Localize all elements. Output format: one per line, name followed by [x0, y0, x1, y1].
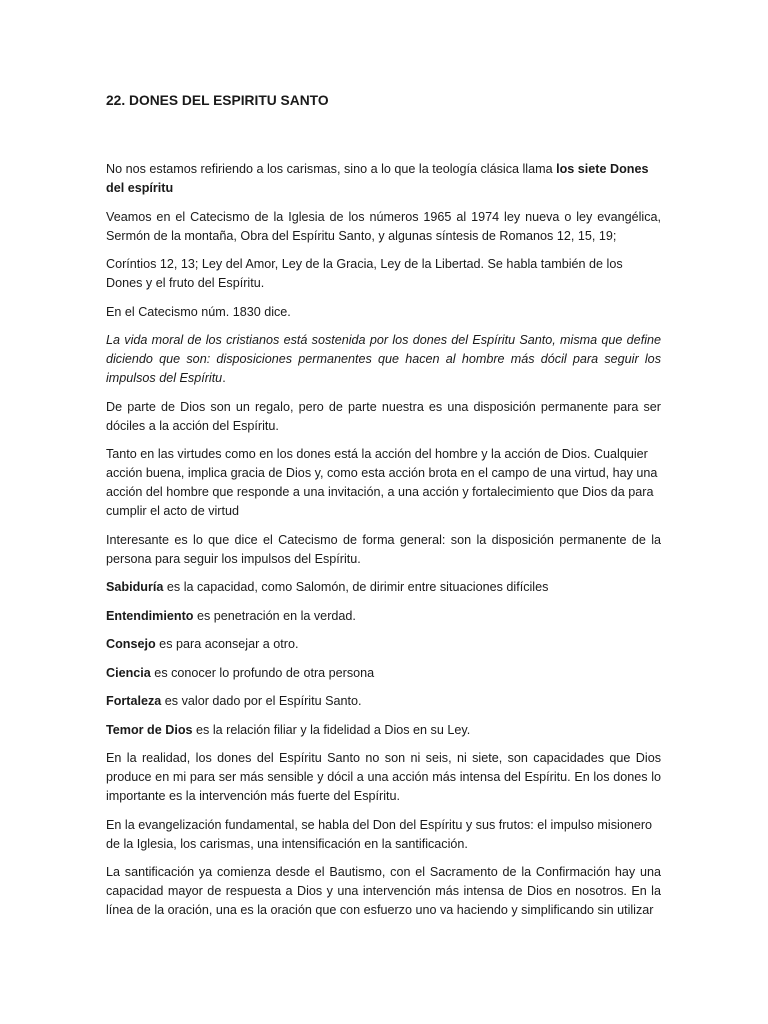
- paragraph-quote: [106, 331, 661, 388]
- document-page: [106, 92, 661, 930]
- paragraph-catecismo-numeros: Veamos en el Catecismo de la Iglesia de los números 1965 al 1974 ley nueva o ley evangélica, Sermón de la montaña, Obra del Espíritu Santo, y algunas síntesis de Romanos 12, 15, 19;: [106, 209, 661, 243]
- document-title: 22. DONES DEL ESPIRITU SANTO: [106, 93, 329, 108]
- gift-description: es la capacidad, como Salomón, de dirimir entre situaciones difíciles: [163, 580, 549, 594]
- gift-description: es para aconsejar a otro.: [155, 637, 299, 651]
- gift-description: es la relación filiar y la fidelidad a Dios en su Ley.: [192, 722, 471, 737]
- paragraph-virtudes: Tanto en las virtudes como en los dones está la acción del hombre y la acción de Dios. Cualquier acción buena, implica gracia de Dios y, como esta acción brota en el campo de una virtud, hay una acción del hombre que responde a una invitación, a una acción y fortalecimiento que Dios da para cumplir el acto de virtud: [106, 447, 658, 518]
- paragraph-interesante: Interesante es lo que dice el Catecismo de forma general: son la disposición permanente de la persona para seguir los impulsos del Espíritu.: [106, 532, 661, 566]
- paragraph-corintios: Coríntios 12, 13; Ley del Amor, Ley de la Gracia, Ley de la Libertad. Se habla también de los Dones y el fruto del Espíritu.: [106, 257, 623, 290]
- gift-name: Entendimiento: [106, 608, 194, 623]
- gift-name: Sabiduría: [106, 580, 164, 594]
- paragraph-regalo: De parte de Dios son un regalo, pero de parte nuestra es una disposición permanente para ser dóciles a la acción del Espíritu.: [106, 399, 661, 433]
- paragraph-intro-text: No nos estamos refiriendo a los carismas, sino a lo que la teología clásica llama: [106, 162, 557, 176]
- gift-name: Ciencia: [106, 665, 151, 680]
- gift-name: Fortaleza: [106, 694, 162, 708]
- quote-period: .: [222, 371, 226, 385]
- gift-item: [106, 607, 661, 626]
- paragraph-santificacion: La santificación ya comienza desde el Bautismo, con el Sacramento de la Confirmación hay una capacidad mayor de respuesta a Dios y una intervención más intensa de Dios en nosotros. En la línea de la oración, una es la oración que con esfuerzo uno va haciendo y simplificando sin utilizar: [106, 865, 661, 917]
- gift-name: Temor de Dios: [106, 722, 193, 737]
- gift-item: [106, 635, 661, 654]
- gift-name: Consejo: [106, 637, 156, 651]
- gift-description: es penetración en la verdad.: [193, 608, 356, 623]
- gift-item: [106, 692, 661, 711]
- paragraph-realidad: En la realidad, los dones del Espíritu Santo no son ni seis, ni siete, son capacidades que Dios produce en mi para ser más sensible y dócil a una acción más intensa del Espíritu. En los dones lo importante es la intervención más fuerte del Espíritu.: [106, 751, 661, 803]
- gift-item: [106, 578, 661, 597]
- gift-description: es valor dado por el Espíritu Santo.: [161, 694, 362, 708]
- paragraph-intro: [106, 160, 661, 198]
- gift-description: es conocer lo profundo de otra persona: [150, 665, 375, 680]
- gift-item: [106, 721, 661, 740]
- paragraph-catecismo-1830: En el Catecismo núm. 1830 dice.: [106, 304, 291, 319]
- paragraph-intro-bold: los siete Dones del espíritu: [106, 162, 649, 195]
- gift-item: [106, 664, 661, 683]
- quote-text: La vida moral de los cristianos está sostenida por los dones del Espíritu Santo, misma que define diciendo que son: disposiciones permanentes que hacen al hombre más dócil para seguir los impulsos del Espíritu: [106, 333, 661, 385]
- paragraph-evangelizacion: En la evangelización fundamental, se habla del Don del Espíritu y sus frutos: el impulso misionero de la Iglesia, los carismas, una intensificación en la santificación.: [106, 817, 653, 851]
